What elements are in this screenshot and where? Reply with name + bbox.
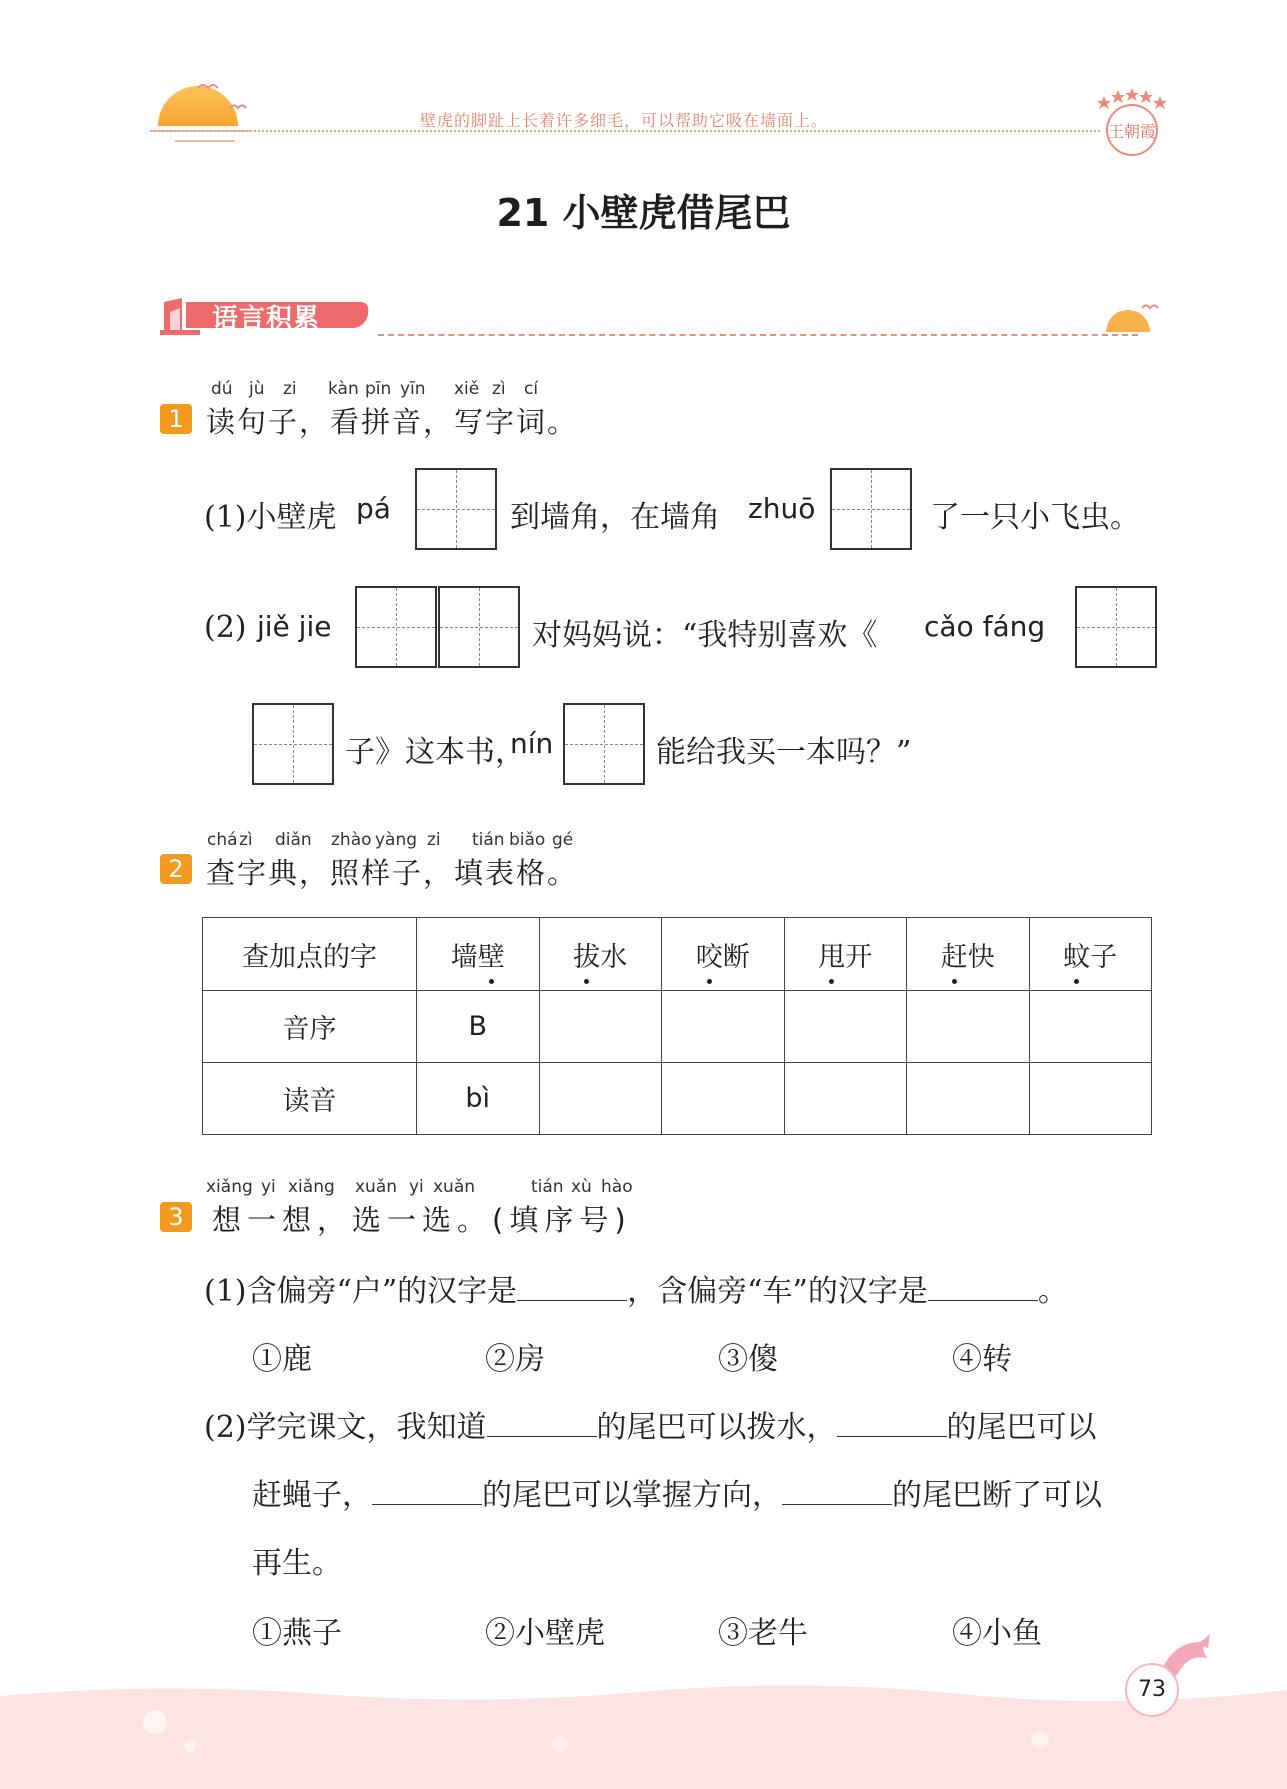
option: ③傻 bbox=[718, 1342, 778, 1377]
question-text: 查字典，照样子，填表格。 bbox=[206, 856, 579, 890]
section-divider bbox=[378, 334, 1138, 336]
table-cell-input[interactable] bbox=[662, 1063, 785, 1135]
answer-blank[interactable] bbox=[517, 1272, 627, 1301]
sentence-text: 对妈妈说：“我特别喜欢《 bbox=[532, 618, 878, 653]
option: ②房 bbox=[485, 1342, 545, 1377]
pinyin-prompt: cǎo fáng bbox=[924, 610, 1046, 643]
table-cell-input[interactable] bbox=[539, 991, 662, 1063]
question-text: 想一想，选一选。(填序号) bbox=[212, 1203, 632, 1237]
option: ④转 bbox=[952, 1342, 1012, 1377]
answer-blank[interactable] bbox=[487, 1408, 597, 1437]
table-row-label: 音序 bbox=[203, 991, 417, 1063]
answer-blank[interactable] bbox=[782, 1476, 892, 1505]
option: ④小鱼 bbox=[952, 1616, 1042, 1651]
writing-box[interactable] bbox=[563, 703, 645, 785]
table-header-cell: 查加点的字 bbox=[203, 918, 417, 991]
table-row bbox=[203, 1063, 1152, 1135]
question-line: 再生。 bbox=[252, 1546, 342, 1581]
option: ①燕子 bbox=[252, 1616, 342, 1651]
table-cell: B bbox=[417, 991, 540, 1063]
svg-text:王朝霞: 王朝霞 bbox=[1107, 122, 1157, 141]
question-line: (2)学完课文，我知道 的尾巴可以拨水， 的尾巴可以 bbox=[204, 1410, 1097, 1445]
table-cell-input[interactable] bbox=[907, 1063, 1030, 1135]
page-number: 73 bbox=[1125, 1663, 1179, 1717]
pinyin-prompt: pá bbox=[356, 492, 391, 525]
writing-box[interactable] bbox=[252, 703, 334, 785]
sentence-text: (2) bbox=[204, 610, 247, 645]
option: ③老牛 bbox=[718, 1616, 808, 1651]
pinyin-prompt: zhuō bbox=[748, 492, 816, 525]
writing-box[interactable] bbox=[415, 468, 497, 550]
table-cell: bì bbox=[417, 1063, 540, 1135]
pinyin-prompt: nín bbox=[510, 727, 554, 760]
question-number: 3 bbox=[160, 1202, 192, 1232]
dictionary-table bbox=[202, 917, 1152, 1135]
section-label: 语言积累 bbox=[212, 304, 321, 334]
author-seal-icon bbox=[1092, 86, 1172, 158]
question-number: 1 bbox=[160, 404, 192, 434]
table-header-cell: 赶快 bbox=[907, 918, 1030, 991]
writing-box[interactable] bbox=[830, 468, 912, 550]
table-row bbox=[203, 991, 1152, 1063]
answer-blank[interactable] bbox=[928, 1272, 1038, 1301]
sun-line bbox=[175, 140, 235, 142]
bird-icon bbox=[1140, 300, 1164, 314]
table-header-cell: 墙壁 bbox=[417, 918, 540, 991]
table-header-cell: 甩开 bbox=[784, 918, 907, 991]
answer-blank[interactable] bbox=[372, 1476, 482, 1505]
table-cell-input[interactable] bbox=[784, 1063, 907, 1135]
page-title: 21 小壁虎借尾巴 bbox=[496, 191, 791, 235]
table-cell-input[interactable] bbox=[662, 991, 785, 1063]
table-row bbox=[203, 918, 1152, 991]
footer-wave bbox=[0, 1682, 1287, 1789]
table-header-cell: 拔水 bbox=[539, 918, 662, 991]
option: ②小壁虎 bbox=[485, 1616, 605, 1651]
header-tagline: 壁虎的脚趾上长着许多细毛，可以帮助它吸在墙面上。 bbox=[420, 111, 829, 130]
table-header-cell: 蚊子 bbox=[1029, 918, 1152, 991]
question-line: (1)含偏旁“户”的汉字是 ，含偏旁“车”的汉字是 。 bbox=[204, 1274, 1068, 1309]
pinyin-prompt: jiě jie bbox=[257, 610, 332, 643]
sentence-text: 能给我买一本吗？” bbox=[656, 735, 912, 770]
sentence-text: 了一只小飞虫。 bbox=[930, 500, 1140, 535]
sentence-text: 到墙角，在墙角 bbox=[510, 500, 720, 535]
writing-box[interactable] bbox=[1075, 586, 1157, 668]
option: ①鹿 bbox=[252, 1342, 312, 1377]
answer-blank[interactable] bbox=[837, 1408, 947, 1437]
writing-box[interactable] bbox=[438, 586, 520, 668]
sentence-text: (1)小壁虎 bbox=[204, 500, 337, 535]
bird-icon bbox=[196, 80, 256, 120]
table-cell-input[interactable] bbox=[1029, 991, 1152, 1063]
question-line: 赶蝇子， 的尾巴可以掌握方向， 的尾巴断了可以 bbox=[252, 1478, 1102, 1513]
table-cell-input[interactable] bbox=[784, 991, 907, 1063]
question-text: 读句子，看拼音，写字词。 bbox=[206, 405, 579, 439]
table-header-cell: 咬断 bbox=[662, 918, 785, 991]
table-cell-input[interactable] bbox=[539, 1063, 662, 1135]
writing-box[interactable] bbox=[355, 586, 437, 668]
table-cell-input[interactable] bbox=[907, 991, 1030, 1063]
sentence-text: 子》这本书， bbox=[345, 735, 525, 770]
question-number: 2 bbox=[160, 854, 192, 884]
table-row-label: 读音 bbox=[203, 1063, 417, 1135]
table-cell-input[interactable] bbox=[1029, 1063, 1152, 1135]
